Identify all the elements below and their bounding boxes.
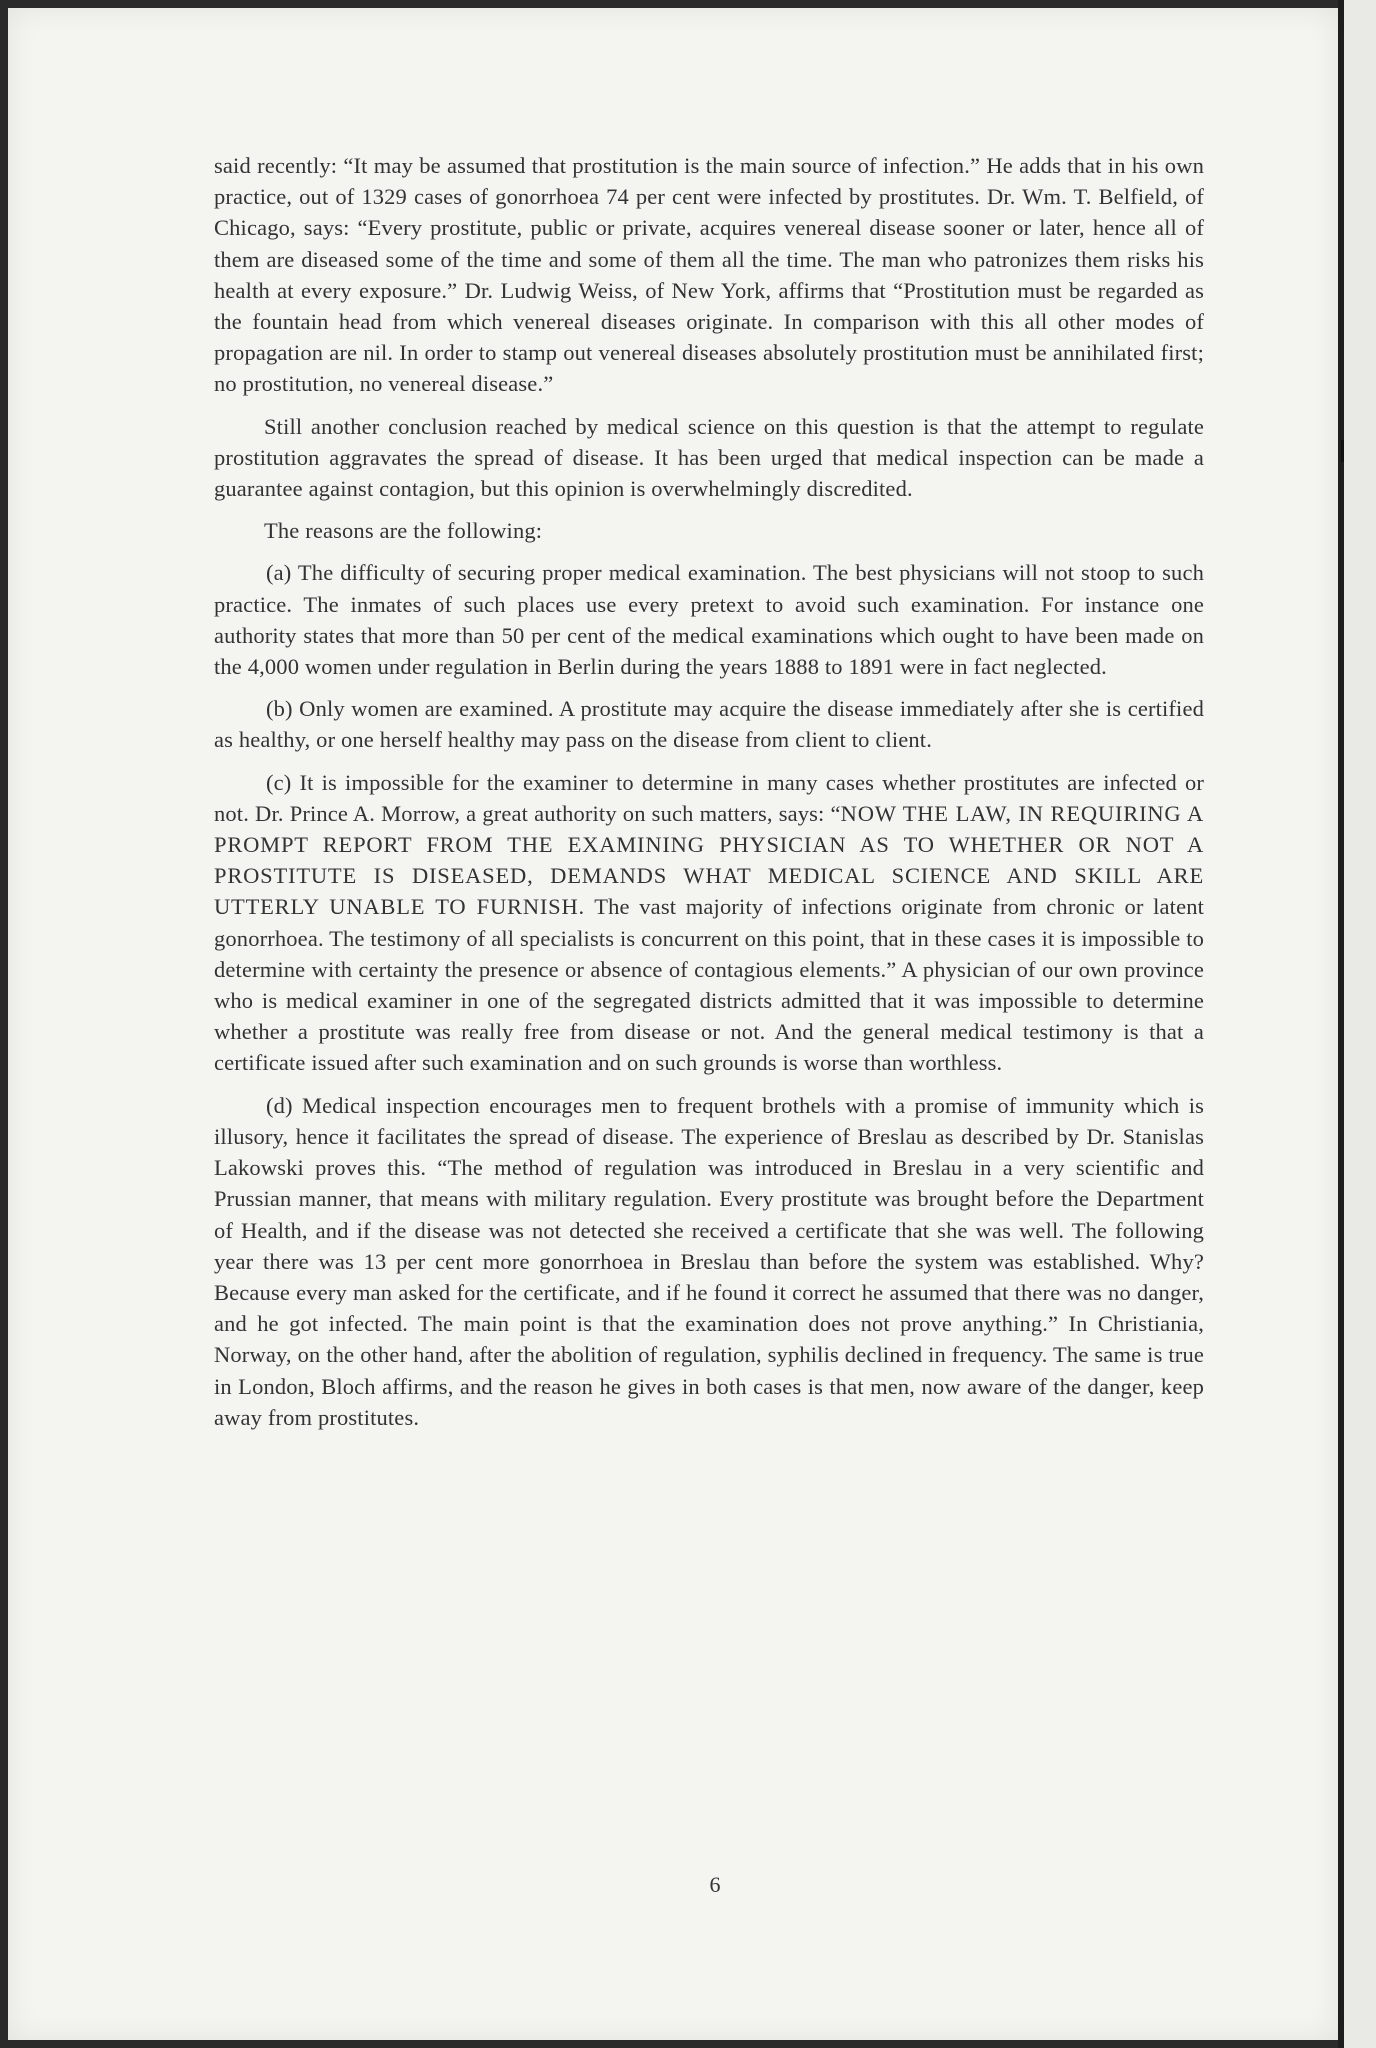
paragraph-continuation: said recently: “It may be assumed that prostitution is the main source of infection.” He adds that in his own practice, out of 1329 cases of gonorrhoea 74 per cent were infected by prostitutes. Dr. Wm. T. Belfield, of Chicago, says: “Every prostitute, public or private, acquires venereal disease sooner or later, hence all of them are diseased some of the time and some of them all the time. The man who patronizes them risks his health at every exposure.” Dr. Ludwig Weiss, of New York, affirms that “Prostitution must be regarded as the fountain head from which venereal diseases originate. In comparison with this all other modes of propagation are nil. In order to stamp out venereal diseases absolutely prostitution must be annihilated first; no prostitution, no venereal disease.” bbox=[214, 153, 1204, 397]
paragraph-reason-c bbox=[214, 767, 1204, 1079]
body-text bbox=[214, 150, 1204, 1444]
paragraph-reason-b: (b) Only women are examined. A prostitute may acquire the disease immediately after she is certified as healthy, or one herself healthy may pass on the disease from client to client. bbox=[214, 696, 1204, 753]
page-gutter-shadow bbox=[1338, 0, 1344, 2048]
reason-c-conclusion: The vast majority of infections originate from chronic or latent gonorrhoea. The testimony of all specialists is concurrent on this point, that in these cases it is impossible to determine with certainty the presence or absence of contagious elements.” A physician of our own province who is medical examiner in one of the segregated districts admitted that it was impossible to determine whether a prostitute was really free from disease or not. And the general medical testimony is that a certificate issued after such examination and on such grounds is worse than worthless. bbox=[214, 894, 1205, 1076]
binding-mark bbox=[1341, 440, 1344, 462]
paragraph-reasons-intro: The reasons are the following: bbox=[264, 518, 543, 544]
reason-c-intro: (c) It is impossible for the examiner to determine in many cases whether prostitutes are infected or not. Dr. Prince A. Morrow, a great authority on such matters, says: “ bbox=[214, 769, 1204, 826]
paragraph-reason-a: (a) The difficulty of securing proper medical examination. The best physicians will not stoop to such practice. The inmates of such places use every pretext to avoid such examination. For instance one authority states that more than 50 per cent of the medical examinations which ought to have been made on the 4,000 women under regulation in Berlin during the years 1888 to 1891 were in fact neglected. bbox=[214, 560, 1204, 680]
paragraph-regulation-conclusion: Still another conclusion reached by medical science on this question is that the attempt to regulate prostitution aggravates the spread of disease. It has been urged that medical inspection can be made a guarantee against contagion, but this opinion is overwhelmingly discredited. bbox=[214, 413, 1204, 502]
morrow-quote-caps: NOW THE LAW, IN REQUIRING A PROMPT REPORT FROM THE EXAMINING PHYSICIAN AS TO WHETHER OR NOT A PROSTITUTE IS DISEASED, DEMANDS WHAT MEDICAL SCIENCE AND SKILL ARE UTTERLY UNABLE TO FURNISH. bbox=[214, 800, 1204, 920]
paragraph-reason-d: (d) Medical inspection encourages men to frequent brothels with a promise of immunity which is illusory, hence it facilitates the spread of disease. The experience of Breslau as described by Dr. Stanislas Lakowski proves this. “The method of regulation was introduced in Breslau in a very scientific and Prussian manner, that means with military regulation. Every prostitute was brought before the Department of Health, and if the disease was not detected she received a certificate that she was well. The following year there was 13 per cent more gonorrhoea in Breslau than before the system was established. Why? Because every man asked for the certificate, and if he found it correct he assumed that there was no danger, and he got infected. The main point is that the examination does not prove anything.” In Christiania, Norway, on the other hand, after the abolition of regulation, syphilis declined in frequency. The same is true in London, Bloch affirms, and the reason he gives in both cases is that men, now aware of the danger, keep away from prostitutes. bbox=[214, 1092, 1204, 1430]
page-number: 6 bbox=[709, 1872, 721, 1897]
